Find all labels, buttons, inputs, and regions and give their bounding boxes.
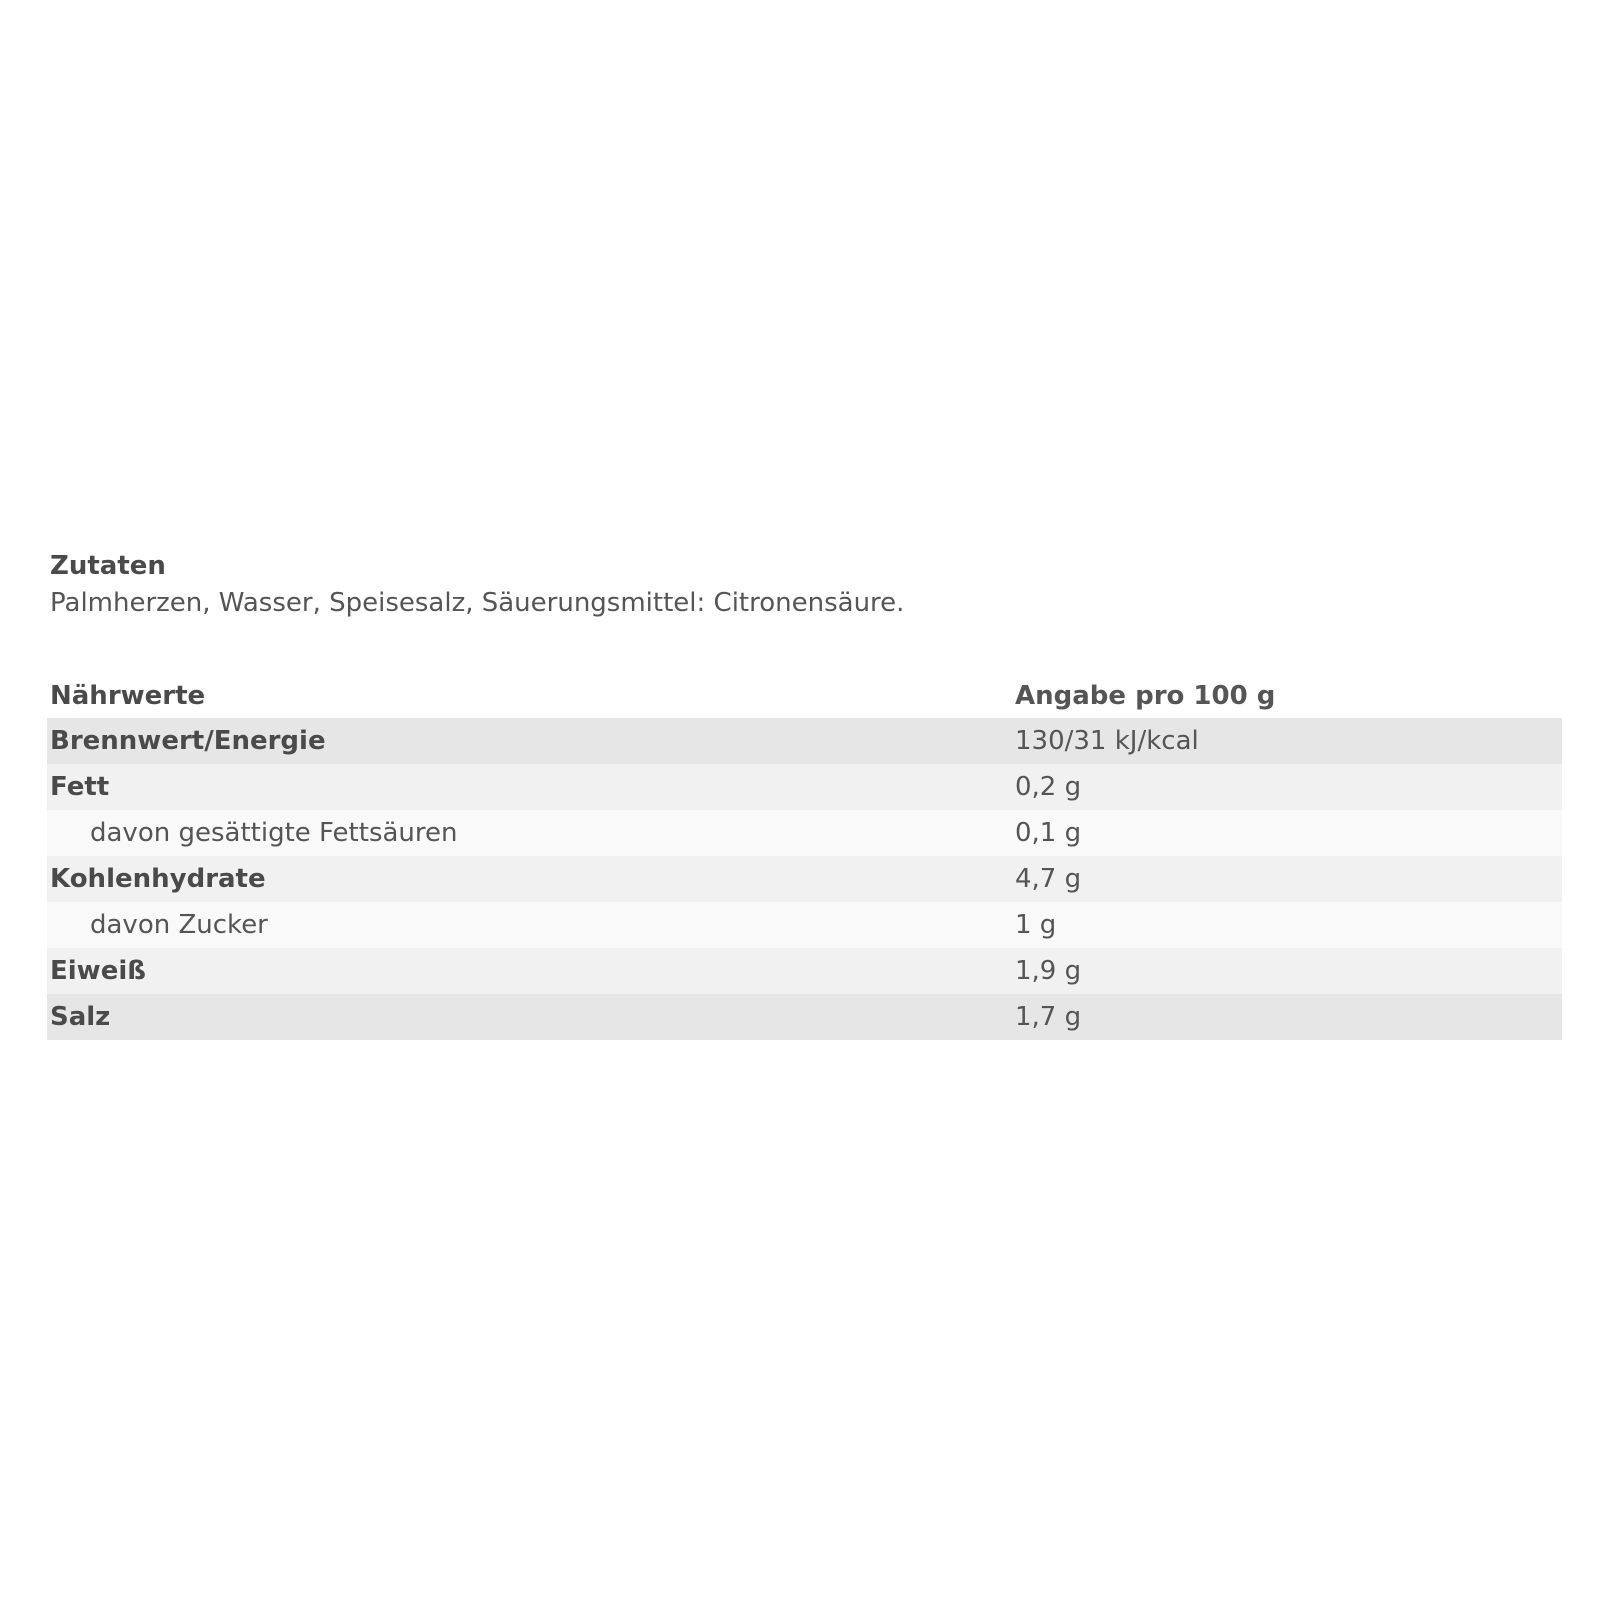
nutrient-value: 1 g	[1015, 910, 1057, 940]
nutrient-value: 130/31 kJ/kcal	[1015, 726, 1199, 756]
nutrient-label: Fett	[50, 772, 110, 802]
nutrient-value: 1,9 g	[1015, 956, 1082, 986]
table-row	[47, 764, 1562, 810]
ingredients-title: Zutaten	[50, 551, 166, 581]
product-info	[47, 548, 1562, 1040]
table-row	[47, 810, 1562, 856]
nutrient-label: Salz	[50, 1002, 111, 1032]
ingredients-text: Palmherzen, Wasser, Speisesalz, Säuerungsmittel: Citronensäure.	[50, 588, 905, 618]
nutrient-label: Eiweiß	[50, 956, 146, 986]
table-row	[47, 994, 1562, 1040]
nutrient-label: Kohlenhydrate	[50, 864, 266, 894]
nutrition-table-header	[47, 674, 1562, 718]
nutrition-header-label: Nährwerte	[50, 681, 206, 711]
nutrient-value: 1,7 g	[1015, 1002, 1082, 1032]
nutrient-value: 0,1 g	[1015, 818, 1082, 848]
table-row	[47, 856, 1562, 902]
nutrition-header-value: Angabe pro 100 g	[1015, 681, 1276, 711]
nutrient-value: 0,2 g	[1015, 772, 1082, 802]
nutrient-sub-label: davon Zucker	[90, 910, 268, 940]
nutrient-value: 4,7 g	[1015, 864, 1082, 894]
nutrition-table	[47, 674, 1562, 1040]
nutrient-sub-label: davon gesättigte Fettsäuren	[90, 818, 458, 848]
nutrient-label: Brennwert/Energie	[50, 726, 326, 756]
table-row	[47, 718, 1562, 764]
table-row	[47, 902, 1562, 948]
table-row	[47, 948, 1562, 994]
